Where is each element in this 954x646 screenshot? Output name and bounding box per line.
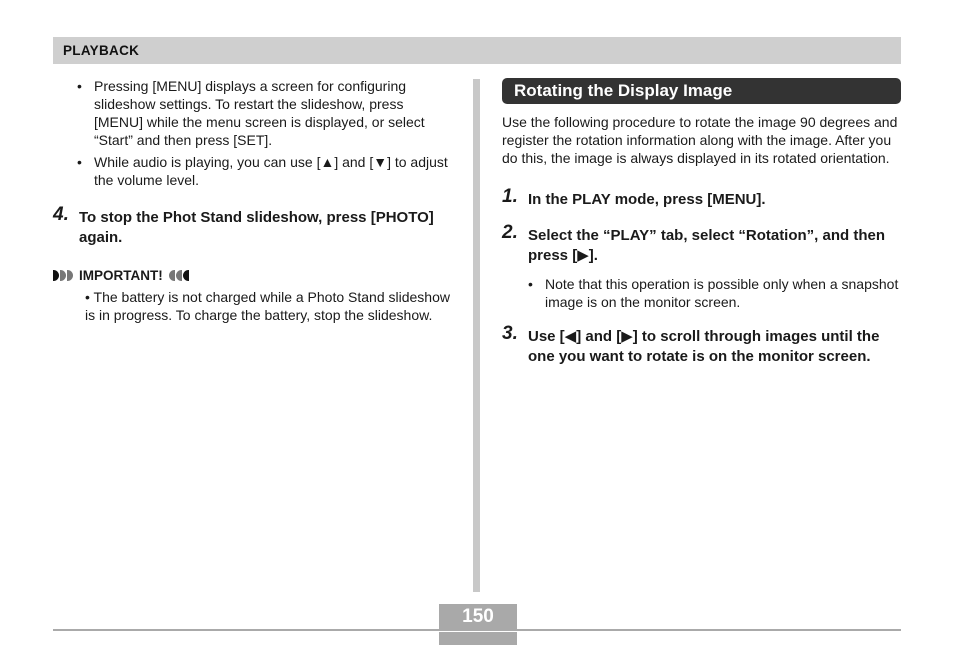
important-left-icon: [53, 270, 73, 281]
step-text: To stop the Phot Stand slideshow, press [PHOTO] again.: [79, 209, 434, 246]
page-number-tab: [439, 632, 517, 645]
step-number: 2.: [502, 222, 518, 243]
important-heading: [53, 268, 453, 283]
bullet-glyph: •: [77, 154, 82, 170]
right-column: [502, 78, 902, 367]
page-number: 150: [439, 604, 517, 630]
step-number: 4.: [53, 204, 69, 225]
bullet-glyph: •: [77, 78, 82, 94]
step-1: [502, 186, 902, 210]
bullet-text: While audio is playing, you can use [▲] and [▼] to adjust the volume level.: [94, 154, 448, 188]
step-text: In the PLAY mode, press [MENU].: [528, 191, 766, 208]
section-header-bar: [53, 37, 901, 64]
intro-paragraph: Use the following procedure to rotate the image 90 degrees and register the rotation information along with the image. After you do this, the image is always displayed in its rotated orientation.: [502, 114, 898, 166]
step-2: [502, 222, 902, 266]
step-text: Use [◀] and [▶] to scroll through images until the one you want to rotate is on the monitor screen.: [528, 328, 880, 365]
column-divider: [473, 79, 480, 592]
section-title: PLAYBACK: [63, 43, 140, 58]
step-number: 3.: [502, 323, 518, 344]
step-4: [53, 204, 453, 248]
important-text: The battery is not charged while a Photo Stand slideshow is in progress. To charge the battery, stop the slideshow.: [85, 289, 450, 323]
note-text: Note that this operation is possible only when a snapshot image is on the monitor screen.: [545, 276, 899, 310]
step-3: [502, 323, 902, 367]
bullet-glyph: •: [528, 276, 533, 292]
list-item: [53, 153, 453, 189]
important-note: [53, 288, 453, 324]
step-text: Select the “PLAY” tab, select “Rotation”, and then press [▶].: [528, 227, 886, 264]
step-number: 1.: [502, 186, 518, 207]
important-label: IMPORTANT!: [79, 268, 163, 283]
subsection-title: Rotating the Display Image: [502, 78, 901, 104]
bullet-text: Pressing [MENU] displays a screen for configuring slideshow settings. To restart the slideshow, press [MENU] while the menu screen is displayed, or select “Start” and then press [SET].: [94, 78, 425, 148]
list-item: [53, 77, 453, 149]
note-list: [53, 77, 453, 189]
bullet-glyph: •: [85, 289, 90, 305]
left-column: [53, 77, 453, 324]
step-2-note: [502, 275, 902, 311]
important-right-icon: [169, 270, 189, 281]
